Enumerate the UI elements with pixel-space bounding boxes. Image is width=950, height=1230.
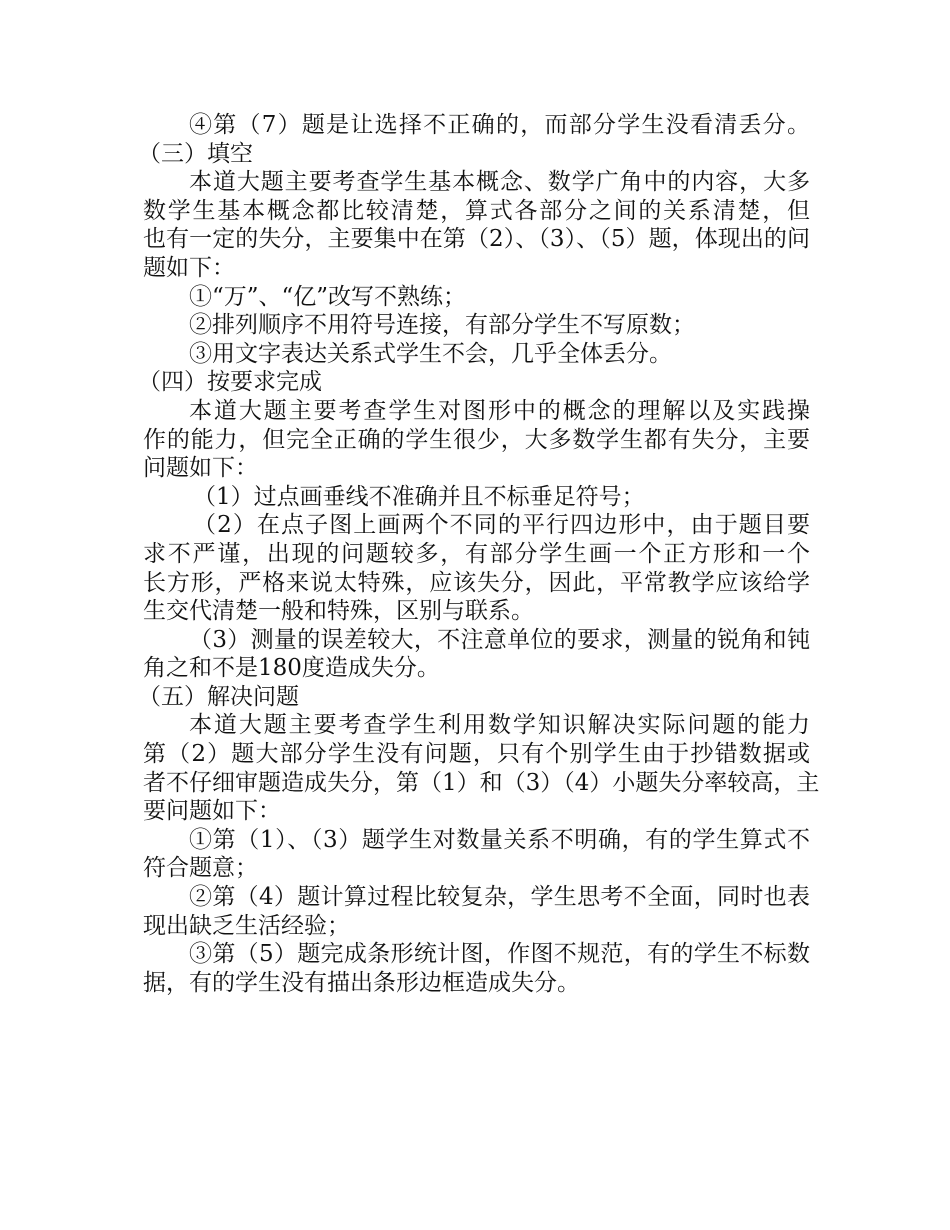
text-line: 符合题意； [143,855,258,882]
text-line: 角之和不是180度造成失分。 [143,655,440,682]
text-line: （3）测量的误差较大，不注意单位的要求，测量的锐角和钝 [189,626,810,653]
text-line: 现出缺乏生活经验； [143,912,350,939]
text-line: 问题如下： [143,455,258,482]
text-line: （2）在点子图上画两个不同的平行四边形中，由于题目要 [193,512,810,539]
text-line: 作的能力，但完全正确的学生很少，大多数学生都有失分，主要 [143,426,810,453]
text-line: 本道大题主要考查学生利用数学知识解决实际问题的能力 [189,712,810,739]
text-line: 者不仔细审题造成失分，第（1）和（3）（4）小题失分率较高，主 [143,769,820,796]
text-line: 本道大题主要考查学生基本概念、数学广角中的内容，大多 [189,169,810,196]
text-line: （1）过点画垂线不准确并且不标垂足符号； [193,483,645,510]
text-line: 本道大题主要考查学生对图形中的概念的理解以及实践操 [189,397,810,424]
text-line: ②第（4）题计算过程比较复杂，学生思考不全面，同时也表 [189,884,810,911]
text-line: ③第（5）题完成条形统计图，作图不规范，有的学生不标数 [189,941,810,968]
text-line: 据，有的学生没有描出条形边框造成失分。 [143,969,580,996]
text-line: ③用文字表达关系式学生不会，几乎全体丢分。 [189,340,672,367]
document-body [138,111,820,997]
text-line: 题如下： [143,254,235,281]
text-line: ①第（1）、（3）题学生对数量关系不明确，有的学生算式不 [189,826,810,853]
text-line: 也有一定的失分，主要集中在第（2）、（3）、（5）题，体现出的问 [143,226,810,253]
text-line: ④第（7）题是让选择不正确的，而部分学生没看清丢分。 [189,112,810,138]
text-line: ②排列顺序不用符号连接，有部分学生不写原数； [189,312,695,339]
text-line: 要问题如下： [143,798,281,825]
section-heading: （四）按要求完成 [138,369,322,396]
text-line: 第（2）题大部分学生没有问题，只有个别学生由于抄错数据或 [143,741,810,768]
section-heading: （三）填空 [138,140,253,167]
text-line: 生交代清楚一般和特殊，区别与联系。 [143,598,534,625]
text-line: 求不严谨，出现的问题较多，有部分学生画一个正方形和一个 [143,540,810,567]
section-heading: （五）解决问题 [138,683,299,710]
text-line: ①“万”、“亿”改写不熟练； [189,283,467,310]
text-line: 长方形，严格来说太特殊，应该失分，因此，平常教学应该给学 [143,569,810,596]
text-line: 数学生基本概念都比较清楚，算式各部分之间的关系清楚，但 [143,197,810,224]
